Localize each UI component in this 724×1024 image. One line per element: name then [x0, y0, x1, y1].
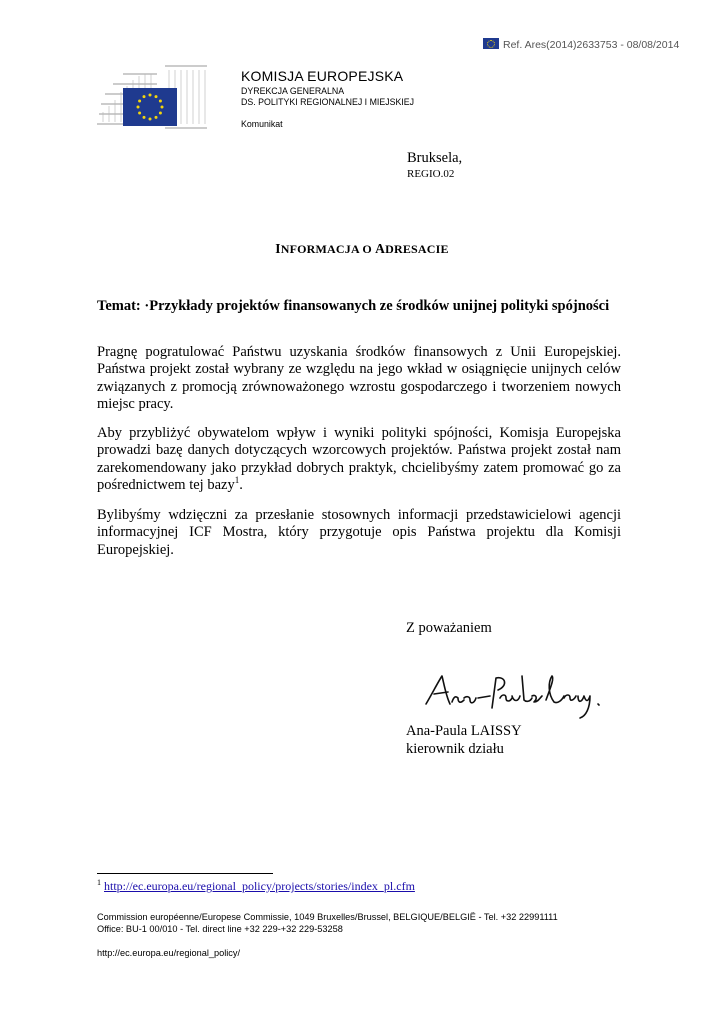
footer-website: http://ec.europa.eu/regional_policy/ — [97, 948, 241, 958]
signer-role: kierownik działu — [406, 741, 504, 757]
closing-salutation: Z poważaniem — [406, 620, 492, 636]
footnote-reference: 1 — [234, 475, 240, 486]
organization-title: KOMISJA EUROPEJSKA — [241, 68, 404, 84]
place: Bruksela, — [407, 150, 463, 166]
reference-number — [483, 38, 679, 51]
subject-line: Temat: ·Przykłady projektów finansowanych ze środków unijnej polityki spójności — [97, 298, 610, 314]
department-code: REGIO.02 — [407, 168, 455, 180]
footer-office: Office: BU-1 00/010 - Tel. direct line +32 229-+32 229-53258 — [97, 924, 343, 934]
footer-address: Commission européenne/Europese Commissie, 1049 Bruxelles/Brussel, BELGIQUE/BELGIË - Tel. +32 22991111 — [97, 912, 558, 922]
directorate-line: DYREKCJA GENERALNA — [241, 86, 345, 96]
directorate-name: DS. POLITYKI REGIONALNEJ I MIEJSKIEJ — [241, 97, 415, 107]
footnote — [97, 879, 415, 894]
body-paragraph-1: Pragnę pogratulować Państwu uzyskania środków finansowych z Unii Europejskiej. Państwa projekt został wybrany ze względu na jego wkład w osiągnięcie unijnych celów związanych z promocją zrównoważonego wzrostu gospodarczego i tworzeniem nowych miejsc pracy. — [97, 344, 621, 412]
footnote-number: 1 — [97, 878, 101, 887]
body-paragraph-3: Bylibyśmy wdzięczni za przesłanie stosownych informacji przedstawicielowi agencji informacyjnej ICF Mostra, który przygotuje opis Państwa projektu dla Komisji Europejskiej. — [97, 507, 621, 558]
document-heading: INFORMACJA O ADRESACIE — [275, 241, 449, 256]
handwritten-signature — [420, 668, 610, 723]
signer-name: Ana-Paula LAISSY — [406, 723, 522, 739]
body-paragraph-2: Aby przybliżyć obywatelom wpływ i wyniki polityki spójności, Komisja Europejska prowadzi bazę danych dotyczących wzorcowych projektów. Państwa projekt został nam zarekomendowany jako przykład dobrych praktyk, chcielibyśmy zatem promować go za pośrednictwem tej bazy$^1$. — [97, 425, 621, 493]
footnote-link[interactable]: http://ec.europa.eu/regional_policy/projects/stories/index_pl.cfm — [104, 879, 415, 893]
document-type: Komunikat — [241, 119, 283, 129]
european-commission-logo — [95, 62, 210, 132]
reference-text: Ref. Ares(2014)2633753 - 08/08/2014 — [503, 39, 680, 51]
eu-flag-icon — [483, 38, 499, 49]
footnote-separator — [97, 873, 273, 874]
